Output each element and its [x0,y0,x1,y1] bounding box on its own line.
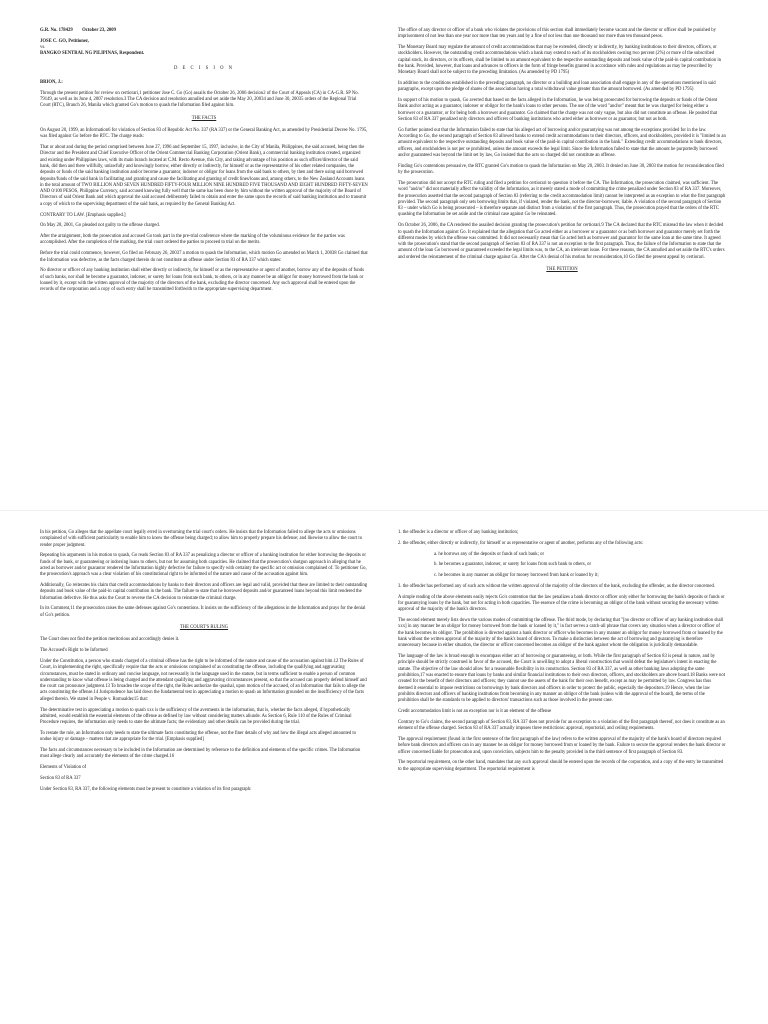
page2-right-column [398,530,726,1000]
subheading: The Accused's Right to be Informed [40,648,108,654]
decision-date: October 23, 2009 [82,28,116,33]
page1-left-column [40,28,368,498]
versus: vs. [40,45,46,51]
quoted-law: No director or officer of any banking institution shall either directly or indirectly, for himself or as the representative or agent of another, borrow any of the deposits of funds of such banks, nor shall he become a guarantor, indorser, or surety for loans from such bank, to others, or in any manner be an obligor for money borrowed from the bank or loaned by it, except with the written approval of the majority of the directors of the bank, excluding the director concerned. Any such approval shall be entered upon the records of the corporation and a copy of such entry shall be transmitted forthwith to the appropriate supervising department. [40,268,364,293]
element-item: 3. the offender has performed any of such acts without the written approval of the majority of the directors of the bank, excluding the offender, as the director concerned. [398,583,715,589]
paragraph: The prosecution did not accept the RTC ruling and filed a petition for certiorari to question it before the CA. The Information, the prosecution claimed, was sufficient. The word "and/or" did not materially affect the validity of the Information, as it merely stated a mode of committing the crime penalized under Section 83 of RA 337. Moreover, the prosecution asserted that the second paragraph of Section 83 (referring to the credit accommodation limit) cannot be interpreted as an exception to what the first paragraph provided. The second paragraph only sets borrowing limits that, if violated, render the bank, not the director-borrower, liable. A violation of the second paragraph of Section 83 – under which Go is being prosecuted – is therefore separate and distinct from a violation of the first paragraph. Thus, the prosecution prayed that the orders of the RTC quashing the Information be set aside and the criminal case against Go be reinstated. [398,180,726,218]
petitioner: JOSE C. GO, Petitioner, [40,38,89,44]
subheading: Elements of Violation of [40,765,87,771]
quoted-information: That or about and during the period comprised between June 27, 1996 and September 15, 1997, inclusive, in the City of Manila, Philippines, the said accused, being then the Director and the President and Chief Executive Officer of the Orient Commercial Banking Corporation (Orient Bank), a commercial banking institution created, organized and existing under Philippines laws, with its main branch located at C.M. Recto Avenue, this City, and taking advantage of his position as such officer/director of the said bank, did then and there willfully, unlawfully and knowingly borrow, either directly or indirectly, for himself or as the representative of his other related companies, the deposits or funds of the said banking institution and/or become a guarantor, indorser or obligor for loans from the said bank to others, by then and there using said borrowed deposits/funds of the said bank in facilitating and granting and cause the facilitating and granting of credit lines/loans and, among others, to the New Zealand Accounts loans in the total amount of TWO BILLION AND SEVEN HUNDRED FIFTY-FOUR MILLION NINE HUNDRED FIVE THOUSAND AND EIGHT HUNDRED FIFTY-SEVEN AND 0/100 PESOS, Philippine Currency, said accused knowing fully well that the same has been done by him without the written approval of the majority of the Board of Directors of said Orient Bank and which approval the said accused deliberately failed to obtain and enter the same upon the records of said banking institution and to transmit a copy of which to the supervising department of the said bank, as required by the General Banking Act. [40,145,368,207]
paragraph: The Court does not find the petition meritorious and accordingly denies it. [40,637,180,643]
paragraph: Before the trial could commence, however, Go filed on February 26, 20037 a motion to quash the Information, which motion Go amended on March 1, 20038 Go claimed that the Information was defective, as the facts charged therein do not constitute an offense under Section 83 of RA 337 which states: [40,251,368,263]
paragraph: Through the present petition for review on certiorari,1 petitioner Jose C. Go (Go) assails the October 26, 2006 decision2 of the Court of Appeals (CA) in CA-G.R. SP No. 79149, as well as its June 4, 2007 resolution.3 The CA decision and resolution annulled and set aside the May 20, 20034 and June 30, 20035 orders of the Regional Trial Court (RTC), Branch 26, Manila which granted Go's motion to quash the Information filed against him. [40,90,359,109]
paragraph: On May 28, 2001, Go pleaded not guilty to the offense charged. [40,223,160,229]
paragraph: A simple reading of the above elements easily rejects Go's contention that the law penalizes a bank director or officer only either for borrowing the bank's deposits or funds or for guarantying loans by the bank, but not for acting in both capacities. The essence of the crime is becoming an obligor of the bank without securing the necessary written approval of the majority of the bank's directors. [398,594,725,613]
paragraph: Finding Go's contentions persuasive, the RTC granted Go's motion to quash the Information on May 20, 2003. It denied on June 30, 2003 the motion for reconsideration filed by the prosecution. [398,163,724,176]
paragraph: The approval requirement (found in the first sentence of the first paragraph of the law) refers to the written approval of the majority of the bank's board of directors required before bank directors and officers can in any manner be an obligor for money borrowed from or loaned by the bank. Failure to secure the approval renders the bank director or officer concerned liable for prosecution and, upon conviction, subjects him to the penalty provided in the third sentence of first paragraph of Section 83. [398,736,726,755]
decision-heading: D E C I S I O N [173,65,235,71]
paragraph: The office of any director or officer of a bank who violates the provisions of this section shall immediately become vacant and the director or officer shall be punished by imprisonment of not less than one year nor more than ten years and by a fine of not less than one thousand nor more than ten thousand pesos. [398,28,716,40]
paragraph: Go further pointed out that the Information failed to state that his alleged act of borrowing and/or guarantying was not among the exceptions provided for in the law. According to Go, the second paragraph of Section 83 allowed banks to extend credit accommodations to their directors, officers, and stockholders, provided it is "limited to an amount equivalent to the respective outstanding deposits and book value of the paid-in capital contribution in the bank." Extending credit accommodations to bank directors, officers, and stockholders is not per se prohibited, unless the amount exceeds the legal limit. Since the Information failed to state that the amount he purportedly borrowed and/or guaranteed was beyond the limit set by law, Go insisted that the acts so charged did not constitute an offense. [398,127,726,159]
paragraph: CONTRARY TO LAW. [Emphasis supplied.] [40,212,126,218]
section-heading: THE PETITION [546,267,578,272]
sub-element-item: c. he becomes in any manner an obligor for money borrowed from bank or loaned by it; [434,573,599,579]
paragraph: Additionally, Go reiterates his claim that credit accommodations by banks to their directors and officers are legal and valid, provided that these are limited to their outstanding deposits and book value of the paid-in capital contribution in the bank. The failure to state that he borrowed deposits and/or guaranteed loans beyond this limit rendered the Information defective. He thus asks the Court to reverse the CA decision to reinstate the criminal charge. [40,583,368,601]
paragraph: The Monetary Board may regulate the amount of credit accommodations that may be extended, directly or indirectly, by banking institutions to their directors, officers, or stockholders. However, the outstanding credit accommodations which a bank may extend to each of its stockholders owning two percent (2%) or more of the subscribed capital stock, its directors, or its officers, shall be limited to an amount equivalent to the respective outstanding deposits and book value of the paid-in capital contribution in the bank. Provided, however, that loans and advances to officers in the form of fringe benefits granted in accordance with rules and regulations as may be prescribed by Monetary Board shall not be subject to the preceding limitation. (As amended by PD 1795) [398,45,722,76]
ponente: BRION, J.: [40,79,63,85]
page-divider [0,510,768,511]
paragraph: In addition to the conditions established in the preceding paragraph, no director or a building and loan association shall engage in any of the operations mentioned in said paragraphs, except upon the pledge of shares of the association having a total withdrawal value greater than the amount borrowed. (As amended by PD 1795) [398,81,716,93]
element-item: 2. the offender, either directly or indirectly, for himself or as representative or agent of another, performs any of the following acts: [398,540,644,546]
section-heading: THE COURT'S RULING [179,625,229,631]
paragraph: The language of the law is broad enough to encompass either act of borrowing or guaranteeing, or both. While the first paragraph of Section 83 is penal in nature, and by principle should be strictly construed in favor of the accused, the Court is unwilling to adopt a liberal construction that would defeat the legislature's intent in enacting the statute. The objective of the law should allow for a reasonable flexibility in its construction. Section 83 of RA 337, as well as other banking laws adopting the same prohibition,17 was enacted to ensure that loans by banks and similar financial institutions to their own directors, officers, and stockholders are above board.18 Banks were not created for the benefit of their directors and officers; they cannot use the assets of the bank for their own benefit, except as may be permitted by law. Congress has thus deemed it essential to impose restrictions on borrowings by bank directors and officers in order to protect the public, especially the depositors.19 Hence, when the law prohibits directors and officers of banking institutions from becoming in any manner an obligor of the bank (unless with the approval of the board), the terms of the prohibition shall be the standards to be applied to directors' transactions such as those involved in the present case. [398,654,726,704]
paragraph: The facts and circumstances necessary to be included in the Information are determined by reference to the definition and elements of the specific crimes. The Information must allege clearly and accurately the elements of the crime charged.16 [40,748,361,760]
sub-element-item: a. he borrows any of the deposits or funds of such bank; or [434,551,545,557]
paragraph: Under Section 83, RA 337, the following elements must be present to constitute a violation of its first paragraph: [40,786,252,792]
respondent: BANGKO SENTRAL NG PILIPINAS, Respondent. [40,51,145,57]
paragraph: In support of his motion to quash, Go averred that based on the facts alleged in the Information, he was being prosecuted for borrowing the deposits or funds of the Orient Bank and/or acting as a guarantor, indorser or obligor for the bank's loans to other persons. The use of the word "and/or" meant that he was charged for being either a borrower or a guarantor, or for being both a borrower and guarantor. Go claimed that the charge was not only vague, but also did not constitute an offense. He posited that Section 83 of RA 337 penalized only directors and officers of banking institutions who acted either as borrower or as guarantor, but not as both. [398,98,718,123]
paragraph: Under the Constitution, a person who stands charged of a criminal offense has the right to be informed of the nature and cause of the accusation against him.12 The Rules of Court, in implementing the right, specifically require that the acts or omissions complained of as constituting the offense, including the qualifying and aggravating circumstances, must be stated in ordinary and concise language, not necessarily in the language used in the statute, but in terms sufficient to enable a person of common understanding to know what offense is being charged and the attendant qualifying and aggravating circumstances present, so that the accused can properly defend himself and the court can pronounce judgment.13 To broaden the scope of the right, the Rules authorize the quashal, upon motion of the accused, of an Information that fails to allege the acts constituting the offense.14 Jurisprudence has laid down the fundamental test in appreciating a motion to quash an Information grounded on the insufficiency of the facts alleged therein. We stated in People v. Romualdez15 that: [40,658,367,702]
paragraph: Contrary to Go's claims, the second paragraph of Section 83, RA 337 does not provide for an exception to a violation of the first paragraph thereof, nor does it constitute as an element of the offense charged. Section 83 of RA 337 actually imposes three restrictions: approval, reportorial, and ceiling requirements. [398,719,725,732]
section-heading: THE FACTS [191,115,217,121]
page1-right-column [398,28,726,498]
paragraph: On August 20, 1999, an Information6 for violation of Section 83 of Republic Act No. 337 (RA 337) or the General Banking Act, as amended by Presidential Decree No. 1795, was filed against Go before the RTC. The charge reads: [40,127,368,140]
paragraph: The reportorial requirement, on the other hand, mandates that any such approval should be entered upon the records of the corporation, and a copy of the entry be transmitted to the appropriate supervising department. The reportorial requirement is [398,760,724,772]
paragraph: After the arraignment, both the prosecution and accused Go took part in the pre-trial conference where the marking of the voluminous evidence for the parties was accomplished. After the completion of the marking, the trial court ordered the parties to proceed to trial on the merits. [40,234,345,246]
paragraph: To restate the rule, an Information only needs to state the ultimate facts constituting the offense, not the finer details of why and how the illegal acts alleged amounted to undue injury or damage – matters that are appropriate for the trial. [Emphasis supplied] [40,730,357,743]
paragraph: In his petition, Go alleges that the appellate court legally erred in overturning the trial court's orders. He insists that the Information failed to allege the acts or omissions complained of with sufficient particularity to enable him to know the offense being charged; to allow him to properly prepare his defense; and likewise to allow the court to render proper judgment. [40,530,363,548]
page2-left-column [40,530,368,1000]
paragraph: The second element merely lists down the various modes of committing the offense. The third mode, by declaring that "[no director or officer of any banking institution shall xxx] in any manner be an obligor for money borrowed from the bank or loaned by it," in fact serves a catch-all phrase that covers any situation when a director or officer of the bank becomes its obligor. The prohibition is directed against a bank director or officer who becomes in any manner an obligor for money borrowed from or loaned by the bank without the written approval of the majority of the bank's board of directors. To make a distinction between the act of borrowing and guarantying is therefore unnecessary because in either situation, the director or officer concerned becomes an obligor of the bank against whom the obligation is juridically demandable. [398,618,724,649]
case-header [40,28,368,34]
gr-number: G.R. No. 178429 [40,28,73,33]
element-item: 1. the offender is a director or officer of any banking institution; [398,530,519,535]
sub-element-item: b. he becomes a guarantor, indorser, or surety for loans from such bank to others, or [434,562,592,568]
paragraph: On October 26, 2006, the CA rendered the assailed decision granting the prosecution's petition for certiorari.9 The CA declared that the RTC misread the law when it decided to quash the Information against Go. It explained that the allegation that Go acted either as a borrower or a guarantor or as both borrower and guarantor merely set forth the different modes by which the offense was committed. It did not necessarily mean that Go acted both as borrower and guarantor for the same loan at the same time. It agreed with the prosecution's stand that the second paragraph of Section 83 of RA 337 is not an exception to the first paragraph. Thus, the failure of the Information to state that the amount of the loan Go borrowed or guaranteed exceeded the legal limits was, to the CA, an irrelevant issue. For these reasons, the CA annulled and set aside the RTC's orders and ordered the reinstatement of the criminal charge against Go. After the CA's denial of his motion for reconsideration,10 Go filed the present appeal by certiorari. [398,223,725,260]
quoted-ruling: The determinative test in appreciating a motion to quash xxx is the sufficiency of the averments in the information, that is, whether the facts alleged, if hypothetically admitted, would establish the essential elements of the offense as defined by law without considering matters aliunde. As Section 6, Rule 110 of the Rules of Criminal Procedure requires, the information only needs to state the ultimate facts; the evidentiary and other details can be provided during the trial. [40,707,352,726]
subheading: Credit accommodation limit is not an exception nor is it an element of the offense [398,709,552,715]
paragraph: Repeating his arguments in his motion to quash, Go reads Section 83 of RA 337 as penalizing a director or officer of a banking institution for either borrowing the deposits or funds of the bank, or guaranteeing or indorsing loans to others, but not for assuming both capacities. He claimed that the prosecution's shotgun approach in alleging that he acted as borrower and/or guarantor rendered the Information highly defective for failure to specify with certainty the specific act or omission complained of. To petitioner Go, the prosecution's approach was a clear violation of his constitutional right to be informed of the nature and cause of the accusation against him. [40,553,367,578]
subheading: Section 83 of RA 337 [40,775,81,781]
paragraph: In its Comment,11 the prosecution raises the same defenses against Go's contentions. It insists on the sufficiency of the allegations in the Information and prays for the denial of Go's petition. [40,606,366,618]
